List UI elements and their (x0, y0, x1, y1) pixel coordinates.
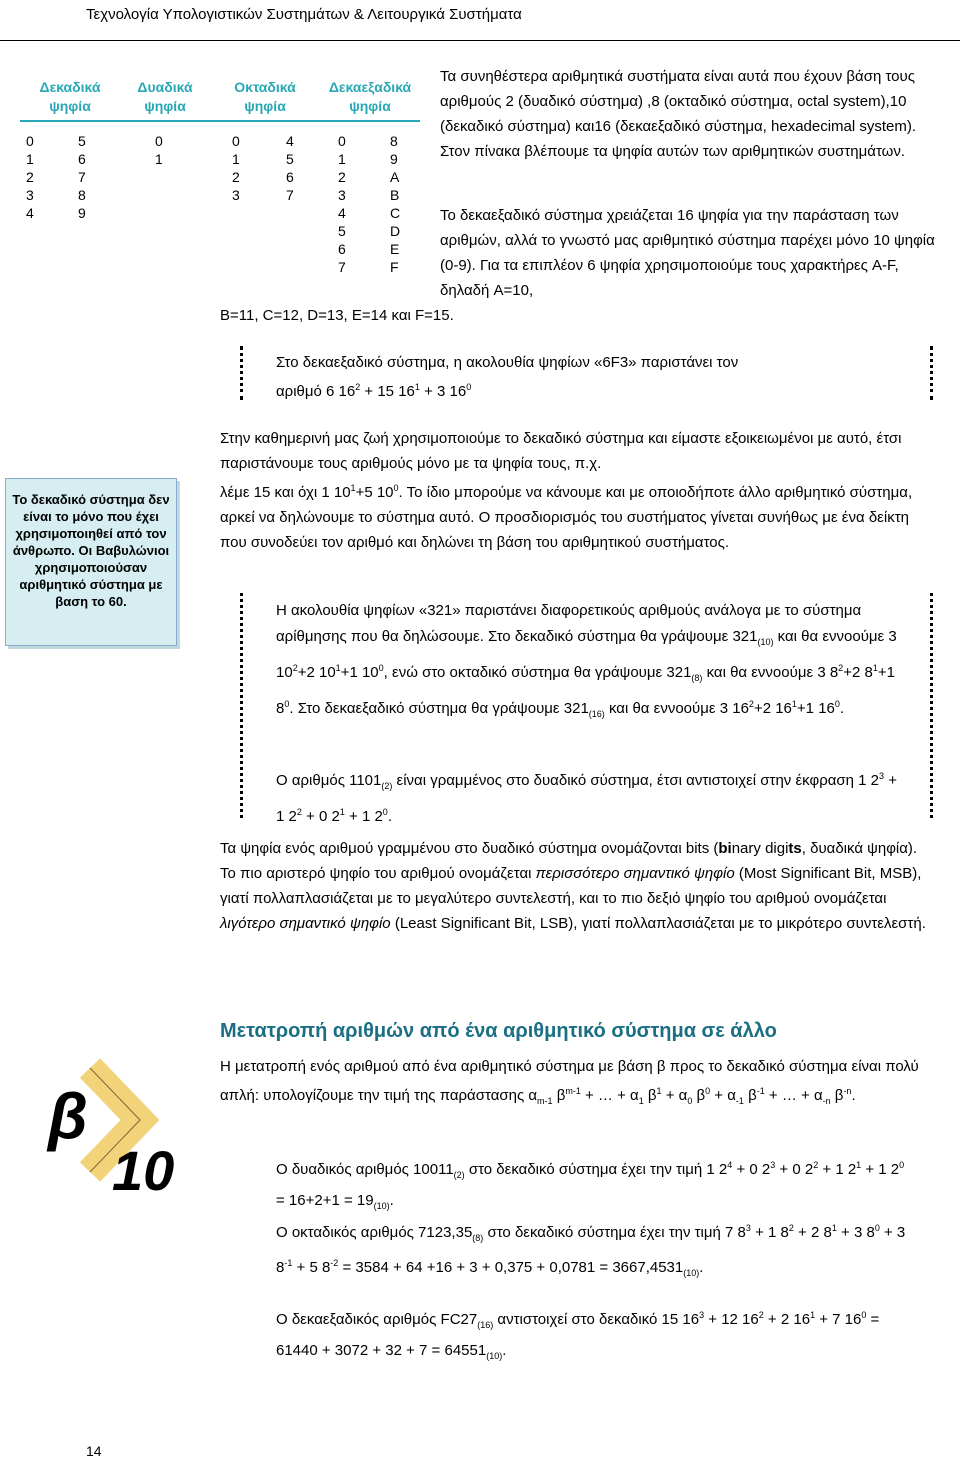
note2-text: Η ακολουθία ψηφίων «321» παριστάνει διαφορετικούς αριθμούς ανάλογα με το σύστημα αρίθμησης που θα δηλώσουμε. Στο δεκαδικό σύστημα θα γράψουμε $321_{(10)}$ και θα εννοούμε 3 $10^2+2$ $10^1+1$ $10^0$, ενώ στο οκταδικό σύστημα θα γράψουμε $321_{(8)}$ και θα εννοούμε 3 $8^2+2$ $8^1+1$ $8^0$. Στο δεκαεξαδικό σύστημα θα γράψουμε $321_{(16)}$ και θα εννοούμε 3 $16^2+2$ $16^1+1$ $16^0$. (276, 602, 897, 719)
section-title: Μετατροπή αριθμών από ένα αριθμητικό σύστημα σε άλλο (220, 1020, 777, 1042)
table-col-decimal-a: 0 1 2 3 4 (26, 133, 34, 221)
table-col-hex-b: 8 9 A B C D E F (390, 133, 401, 275)
table-col-binary: 0 1 (155, 133, 163, 167)
babylonian-note-text: Το δεκαδικό σύστημα δεν είναι το μόνο που έχει χρησιμοποιηθεί από τον άνθρωπο. Οι Βαβυλώνιοι χρησιμοποιούσαν αριθμητικό σύστημα με βαση το 60. (12, 492, 170, 609)
babylonian-note-box (5, 478, 177, 646)
body-paragraph-1: Στην καθημερινή μας ζωή χρησιμοποιούμε το δεκαδικό σύστημα και είμαστε εξοικειωμένοι με αυτό, έτσι παριστάνουμε τους αριθμούς μόνο με τα ψηφία τους, π.χ. λέμε 15 και όχι 1 $10^1+5$ $10^0$. Το ίδιο μπορούμε να κάνουμε και με οποιοδήποτε άλλο αριθμητικό σύστημα, αρκεί να δηλώνουμε το σύστημα αυτό. Ο προσδιορισμός του συστήματος γίνεται συνήθως με ένα δείκτη που συνοδεύει τον αριθμό και δηλώνει τη βάση του αριθμητικού συστήματος. (220, 430, 913, 551)
intro-paragraph-2: Το δεκαεξαδικό σύστημα χρειάζεται 16 ψηφία για την παράσταση των αριθμών, αλλά το γνωστό μας αριθμητικό σύστημα παρέχει μόνο 10 ψηφία (0-9). Για τα επιπλέον 6 ψηφία χρησιμοποιούμε τους χαρακτήρες A-F, δηλαδή A=10, (440, 207, 935, 299)
example-hex: Ο δεκαεξαδικός αριθμός $FC27_{(16)}$ αντιστοιχεί στο δεκαδικό 15 $16^3 + 12$ $16^2 + 2$ $16^1 + 7$ $16^0 = 61440 + 3072 + 32 + 7 = 64551_{(10)}$. (276, 1310, 880, 1361)
header-divider (0, 40, 960, 41)
icon-beta-label: β (48, 1080, 88, 1152)
table-header-rule (20, 120, 420, 122)
table-header-decimal: Δεκαδικά ψηφία (39, 79, 101, 114)
note2-left-dots (240, 593, 246, 818)
icon-ten-label: 10 (112, 1139, 175, 1200)
note2-binary-example: Ο αριθμός $1101_{(2)}$ είναι γραμμένος στο δυαδικό σύστημα, έτσι αντιστοιχεί στην έκφραση 1 $2^3 + 1$ $2^2 + 0$ $2^1 + 1$ $2^0$. (276, 771, 897, 825)
base-conversion-icon (30, 1050, 210, 1200)
page-number: 14 (86, 1443, 102, 1459)
intro-paragraph-1: Τα συνηθέστερα αριθμητικά συστήματα είναι αυτά που έχουν βάση τους αριθμούς 2 (δυαδικό σύστημα) ,8 (οκταδικό σύστημα, octal system),10 (δεκαδικό σύστημα) και16 (δεκαεξαδικό σύστημα, hexadecimal system). Στον πίνακα βλέπουμε τα ψηφία αυτών των αριθμητικών συστημάτων. (440, 68, 917, 160)
table-col-decimal-b: 5 6 7 8 9 (78, 133, 86, 221)
note1-line1: Στο δεκαεξαδικό σύστημα, η ακολουθία ψηφίων «6F3» παριστάνει τον (276, 354, 739, 371)
example-binary: Ο δυαδικός αριθμός $10011_{(2)}$ στο δεκαδικό σύστημα έχει την τιμή 1 $2^4 + 0$ $2^3 + 0$ $2^2 + 1$ $2^1 + 1$ $2^0 = 16+2+1 = 19_{(10)}$. (276, 1160, 905, 1211)
intro-paragraph-2-tail: B=11, C=12, D=13, E=14 και F=15. (220, 307, 454, 324)
page-header-title: Τεχνολογία Υπολογιστικών Συστημάτων & Λειτουργικά Συστήματα (86, 6, 522, 23)
section-intro: Η μετατροπή ενός αριθμού από ένα αριθμητικό σύστημα με βάση β προς το δεκαδικό σύστημα είναι πολύ απλή: υπολογίζουμε την τιμή της παράστασης $\alpha_{m-1}$ $\beta^{m-1}$ + … + $\alpha_1$ $\beta^1 + \alpha_0$ $\beta^0 + \alpha_{-1}$ $\beta^{-1}$ + … + $\alpha_{-n}$ $\beta^{-n}$. (220, 1058, 919, 1106)
table-col-octal-b: 4 5 6 7 (286, 133, 294, 203)
note2-right-dots (930, 593, 936, 818)
digits-table (20, 62, 420, 282)
table-header-binary: Δυαδικά ψηφία (137, 79, 193, 114)
note1-line2: αριθμό 6 $16^2 + 15$ $16^1 + 3$ $16^0$ (276, 382, 472, 400)
table-col-hex-a: 0 1 2 3 4 5 6 7 (338, 133, 346, 275)
note1-right-dots (930, 346, 936, 400)
table-header-hex: Δεκαεξαδικά ψηφία (328, 79, 412, 114)
table-col-octal-a: 0 1 2 3 (232, 133, 240, 203)
example-octal: Ο οκταδικός αριθμός $7123,35_{(8)}$ στο δεκαδικό σύστημα έχει την τιμή 7 $8^3 + 1$ $8^2 + 2$ $8^1 + 3$ $8^0 + 3$ $8^{-1} + 5$ $8^{-2} = 3584 + 64 +16 + 3 + 0,375 + 0,0781 = 3667,4531_{(10)}$. (276, 1223, 906, 1278)
note1-left-dots (240, 346, 246, 400)
body-paragraph-bits: Τα ψηφία ενός αριθμού γραμμένου στο δυαδικό σύστημα ονομάζονται bits (binary digits, δυαδικά ψηφία). Το πιο αριστερό ψηφίο του αριθμού ονομάζεται περισσότερο σημαντικό ψηφίο (Most Significant Bit, MSB), γιατί πολλαπλασιάζεται με το μεγαλύτερο συντελεστή, και το πιο δεξιό ψηφίο του αριθμού ονομάζεται λιγότερο σημαντικό ψηφίο (Least Significant Bit, LSB), γιατί πολλαπλασιάζεται με το μικρότερο συντελεστή. (220, 840, 926, 932)
table-header-octal: Οκταδικά ψηφία (234, 79, 296, 114)
